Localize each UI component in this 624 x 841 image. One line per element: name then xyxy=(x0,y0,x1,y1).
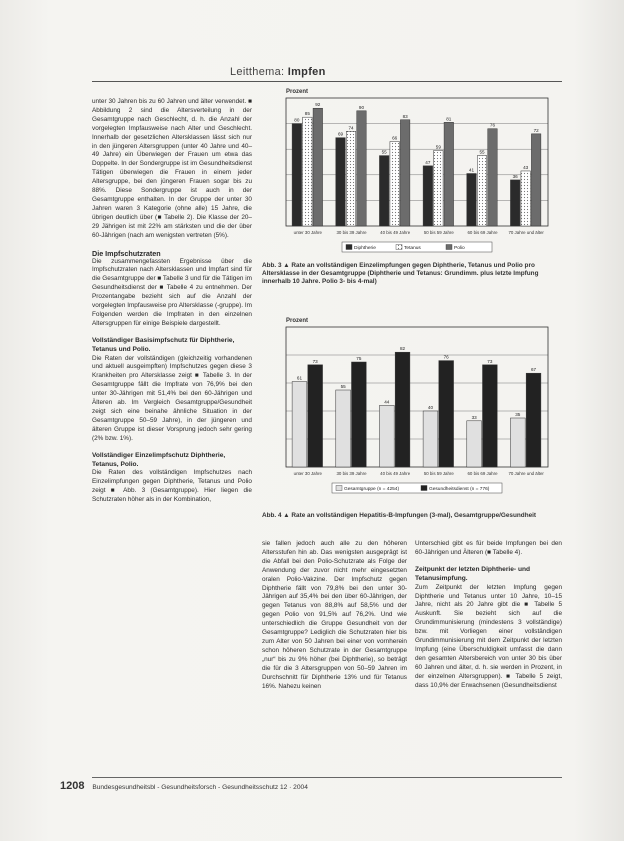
chart2-bar xyxy=(308,365,323,467)
chart1-legend-swatch xyxy=(446,245,452,250)
chart1-bar-value-label: 74 xyxy=(348,125,354,131)
subheading-letzte-impfung: Zeitpunkt der letzten Diphtherie- und Tetanusimpfung. xyxy=(415,565,531,582)
chart1-bar-value-label: 47 xyxy=(425,159,431,165)
chart1-bar xyxy=(510,180,519,226)
chart2-bar xyxy=(379,405,394,467)
journal-name: Bundesgesundheitsbl - Gesundheitsforsch - Gesundheitsschutz 12 · 2004 xyxy=(92,784,308,791)
page-footer xyxy=(60,780,308,792)
subheading-basisimpfschutz: Vollständiger Basisimpfschutz für Diphtherie, Tetanus und Polio. xyxy=(92,336,235,353)
chart2-bar-value-label: 67 xyxy=(530,367,537,373)
chart2-bar-value-label: 82 xyxy=(399,346,406,352)
chart2-legend-label: Gesamtgruppe (n = 4254) xyxy=(344,487,400,492)
chart1-legend-swatch xyxy=(396,245,402,250)
figure-caption-4: Abb. 4 ▲ Rate an vollständigen Hepatitis-B-Impfungen (3-mal), Gesamtgruppe/Gesundheit xyxy=(262,512,537,519)
chart1-bar xyxy=(488,129,497,226)
chart1-bar xyxy=(467,174,476,226)
paragraph-intro: unter 30 Jahren bis zu 60 Jahren und älter verwendet. ■ Abbildung 2 sind die Altersverteilung in der Gesamtgruppe nach Geschlecht, d. h. die Anzahl der vorgelegten Impfausweise nach Alter und Geschlecht. Innerhalb der gesetzlichen Altersklassen lässt sich nur in den jüngeren Altersgruppen (unter 40 Jahre und 40–49 Jahre) ein Überwiegen der Frauen um etwa das Doppelte. In der Sondergruppe ist im Gesundheitsdienst Tätigen überwiegen die Frauen in einem jeder Altersgruppe, bei den jüngeren Frauen sogar bis zu 88%. Diese Sondergruppe ist auch in der Gesamtgruppe enthalten. In der Gruppe der unter 30 Jahren waren 3 Kategorie (ohne alle) 15 Jahre, die übrigen deutlich über (■ Tabelle 2). Die Klasse der 20–29 Jährigen ist mit 22% am stärksten und die der über 60-Jährigen (nach am wenigsten vertreten (5%). xyxy=(92,98,252,239)
chart2-bar-value-label: 40 xyxy=(427,405,434,410)
chart2-legend-swatch xyxy=(336,486,342,491)
chart2-bar-value-label: 55 xyxy=(340,384,346,389)
chart1-bar xyxy=(400,120,409,226)
chart1-tick-label: unter 30 Jahre xyxy=(293,230,322,235)
chart1-tick-label: 30 bis 39 Jahre xyxy=(336,230,367,235)
chart2-bar xyxy=(395,352,410,467)
chart2-bar xyxy=(292,382,307,467)
chart1-bar-value-label: 43 xyxy=(523,164,529,170)
chart2-bar-value-label: 61 xyxy=(296,375,303,381)
chart1-bar-value-label: 90 xyxy=(358,104,365,110)
chart1-bar-value-label: 41 xyxy=(468,167,475,173)
chart1-bar xyxy=(292,124,301,226)
header-section: Leitthema: xyxy=(230,66,285,78)
chart2-plot-frame xyxy=(286,327,548,467)
chart1-bar-value-label: 76 xyxy=(489,122,496,128)
chart1-bar-value-label: 59 xyxy=(435,144,441,150)
chart1-bar-value-label: 81 xyxy=(446,116,452,122)
chart1-bar xyxy=(379,156,388,226)
chart2-tick-label: 40 bis 49 Jahre xyxy=(380,471,411,476)
chart1-bar xyxy=(346,131,355,226)
chart2-bar xyxy=(510,418,525,467)
chart1-bar xyxy=(313,108,322,226)
chart2-bar xyxy=(467,421,482,467)
chart1-bar-value-label: 72 xyxy=(533,127,539,133)
chart2-bar-value-label: 73 xyxy=(312,358,318,364)
chart2-tick-label: unter 30 Jahre xyxy=(293,471,322,476)
chart2-bar-value-label: 33 xyxy=(471,414,477,420)
chart-einzelimpfungen xyxy=(262,88,562,258)
chart2-tick-label: 70 Jahre und älter xyxy=(508,471,544,476)
chart2-svg xyxy=(262,315,562,505)
chart1-tick-label: 40 bis 49 Jahre xyxy=(380,230,411,235)
chart2-tick-label: 50 bis 59 Jahre xyxy=(423,471,454,476)
section-heading-impfschutzraten: Die Impfschutzraten xyxy=(92,248,161,258)
chart2-bar xyxy=(526,373,541,467)
page-number: 1208 xyxy=(60,780,85,792)
chart2-tick-label: 30 bis 39 Jahre xyxy=(336,471,367,476)
paragraph-basisimpfschutz: Die Raten der vollständigen (gleichzeitig vorhandenen und aktuell ausgeimpften) Impfschutzes gegen diese 3 Krankheiten pro Altersklasse zeigt ■ Tabelle 3. In der Gesamtgruppe fällt die Impfrate von 76,9% bei den unter 30-Jährigen mit 51,4% bei den 60-Jährigen und Älteren ab. Im Vergleich Gesamtgruppe/Gesundheit zeigt sich eine beinahe ähnliche Situation in der Gesamtgruppe 50–59 Jahre), in der jüngeren und älteren Gruppe ist dieser Vorsprung jedoch sehr gering (2% bzw. 1%). xyxy=(92,354,252,442)
chart1-bar xyxy=(444,122,453,226)
subheading-einzelimpfschutz: Vollständiger Einzelimpfschutz Diphtherie, Tetanus, Polio. xyxy=(92,451,226,468)
chart1-bar-value-label: 92 xyxy=(315,102,321,108)
paragraph-impfschutzraten: Die zusammengefassten Ergebnisse über die Impfschutzraten nach Altersklassen und Impfart sind für die Gesamtgruppe der ■ Tabelle 3 und für die Tätigen im Gesundheitsdienst der ■ Tabelle 4 zu entnehmen. Der Prozentangabe bezieht sich auf die Anzahl der vorgelegten Impfausweise pro Altersklasse (-gruppe). Im Folgenden werden die Impfraten in den einzelnen Altersgruppen für einige Beispiele dargestellt. xyxy=(92,257,252,327)
chart1-bar xyxy=(521,171,530,226)
chart1-bar xyxy=(434,150,443,226)
column-right xyxy=(415,540,562,691)
chart1-legend-label: Polio xyxy=(454,246,465,251)
chart-hepatitis-b xyxy=(262,315,562,505)
chart1-bar-value-label: 55 xyxy=(381,149,387,155)
chart2-bar xyxy=(336,390,351,467)
chart1-legend-swatch xyxy=(346,245,352,250)
chart2-bar-value-label: 76 xyxy=(443,354,449,360)
chart1-tick-label: 50 bis 59 Jahre xyxy=(423,230,454,235)
chart1-bar xyxy=(357,111,366,226)
header-rule xyxy=(92,81,562,82)
chart1-bar xyxy=(423,166,432,226)
chart1-bar-value-label: 66 xyxy=(392,135,398,141)
chart1-bar xyxy=(390,142,399,226)
column-left xyxy=(92,98,252,505)
chart1-tick-label: 60 bis 69 Jahre xyxy=(467,230,498,235)
chart2-tick-label: 60 bis 69 Jahre xyxy=(467,471,498,476)
chart2-bar xyxy=(352,362,367,467)
chart1-bar-value-label: 36 xyxy=(512,173,518,179)
chart1-bar xyxy=(336,138,345,226)
chart1-bar xyxy=(477,156,486,226)
chart2-ylabel: Prozent xyxy=(286,318,309,324)
chart2-bar xyxy=(423,411,438,467)
paragraph-right-top: Unterschied gibt es für beide Impfungen bei den 60-Jährigen und Älteren (■ Tabelle 4). xyxy=(415,540,562,556)
chart1-bar-value-label: 69 xyxy=(337,131,344,137)
chart1-ylabel: Prozent xyxy=(286,89,309,95)
chart1-plot-frame xyxy=(286,98,548,226)
chart1-tick-label: 70 Jahre und älter xyxy=(508,230,544,235)
figure-caption-3: Abb. 3 ▲ Rate an vollständigen Einzelimpfungen gegen Diphtherie, Tetanus und Polio pro Altersklasse in der Gesamtgruppe (Diphtherie und Tetanus: Grundimm. plus letzte Impfung innerhalb 10 Jahre. Polio 3- bis 4-mal) xyxy=(262,262,539,286)
chart1-legend-label: Tetanus xyxy=(404,246,421,251)
chart2-legend-swatch xyxy=(421,486,427,491)
chart2-bar-value-label: 75 xyxy=(356,356,362,361)
footer-rule xyxy=(92,777,562,778)
chart1-bar-value-label: 83 xyxy=(402,113,408,119)
paragraph-letzte-impfung: Zum Zeitpunkt der letzten Impfung gegen Diphtherie und Tetanus unter 10 Jahre, 10–15 Jahre, nicht als 20 Jahre gibt die ■ Tabelle 5 Auskunft. Sie bezieht sich auf die Grundimmunisierung (mindestens 3 vollständige) bzw. mit Vorliegen einer vollständigen Grundimmunisierung mit dem Zeitpunkt der letzten Impfung (eine Überschuldigkeit umfasst die dann den gesamten Altersbereich von unter 30 bis über 60 Jahren und älter, d. h. sie werden in Prozent, in der einzelnen Altersgruppen). ■ Tabelle 5 zeigt, dass 10,9% der Erwachsenen (Gesundheitsdienst xyxy=(415,583,562,689)
chart1-svg xyxy=(262,88,562,258)
chart1-bar-value-label: 80 xyxy=(294,117,300,123)
header-title: Impfen xyxy=(287,66,326,78)
chart1-bar-value-label: 55 xyxy=(479,149,485,155)
chart2-bar-value-label: 73 xyxy=(487,358,493,364)
chart1-bar-value-label: 85 xyxy=(304,111,310,117)
column-middle xyxy=(262,540,407,691)
chart2-bar xyxy=(439,361,454,467)
page-header xyxy=(230,66,326,78)
chart2-legend-label: Gesundheitsdienst (n = 776) xyxy=(429,487,490,492)
chart2-bar-value-label: 44 xyxy=(384,399,390,405)
chart1-legend-label: Diphtherie xyxy=(354,246,376,251)
chart1-bar xyxy=(303,117,312,226)
chart2-bar-value-label: 35 xyxy=(515,412,521,417)
chart1-bar xyxy=(531,134,540,226)
paragraph-einzelimpfschutz: Die Raten des vollständigen Impfschutzes nach Einzelimpfungen gegen Diphtherie, Tetanus und Polio zeigt ■ Abb. 3 (Gesamtgruppe). Hier liegen die Schutzraten höher als in der Kombination, xyxy=(92,469,252,504)
chart2-bar xyxy=(483,365,498,467)
paragraph-middle: sie fallen jedoch auch alle zu den höheren Altersstufen hin ab. Das wenigsten ausgeprägt ist die Abfall bei den Polio-Schutzrate als Folge der Anwendung der zuvor nicht mehr eingesetzten oralen Polio-Vakzine. Der Impfschutz gegen Diphtherie fällt von 79,8% bei den unter 30-Jährigen auf 35,4% bei den über 60-Jährigen, der gegen Tetanus von 88,8% auf 58,5% und der gegen Polio von 91,5% auf 76,2%. Und wie unterschiedlich die Gruppe Gesundheit von der Gesamtgruppe? Lediglich die Schutzraten hier bis zum Alter von 50 Jahren bei einer von vornherein schon höheren Schutzrate in der Gesamtgruppe „nur“ bis zu 9% höher (bei Diphtherie), so beträgt die für die 3 Altersgruppen von 50–59 Jahren im Durchschnitt für Diphtherie 13% und für Tetanus 16%. Nahezu keinen xyxy=(262,540,407,690)
